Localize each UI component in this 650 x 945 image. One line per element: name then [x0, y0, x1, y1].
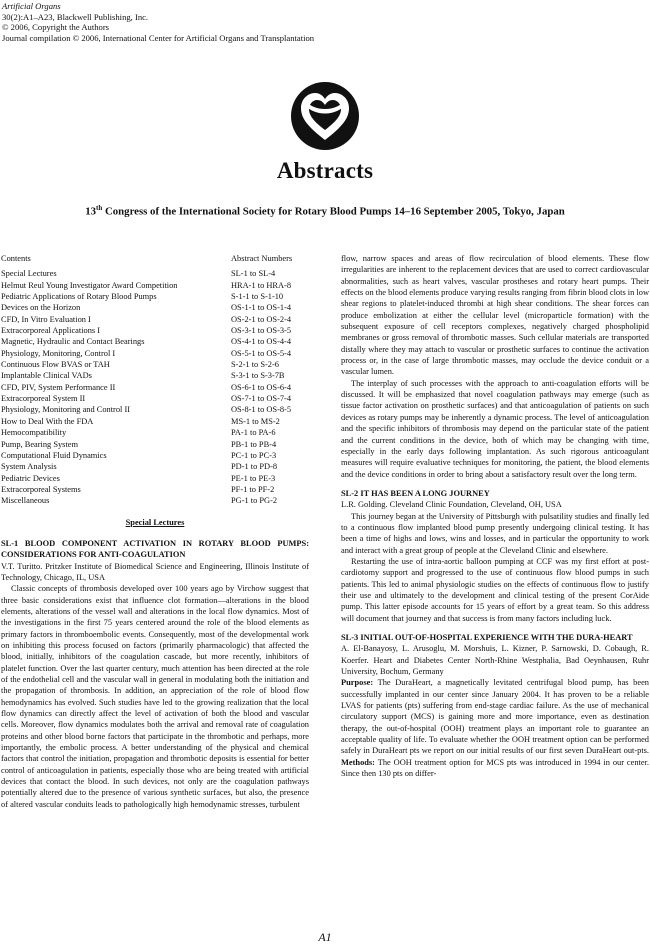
toc-row: [1, 291, 309, 302]
toc-row-numbers: OS-2-1 to OS-2-4: [231, 314, 292, 324]
abstract-title-sl2: SL-2 IT HAS BEEN A LONG JOURNEY: [341, 488, 490, 498]
abstract-body-sl1-p2: The interplay of such processes with the approach to anti-coagulation efforts will be discussed. It will be emphasized that novel coagulation pathways may emerge (such as tissue factor activation on prosthetic surfaces) and that anticoagulation of patients on such devices as rotary pumps may be inherently a dynamic process. The level of anticoagulation and the specific inhibitors of thrombosis may depend on the particular state of the patient and the current conditions in the device, both of which may be changing with time, especially in the early days following implantation. As such rigorous anticoagulant measures will require evaluative techniques for monitoring, the patient, the blood elements and the device conditions in order to bring about a satisfactory result over the long term.: [341, 378, 649, 479]
toc-row: [1, 314, 309, 325]
toc-row: [1, 450, 309, 461]
toc-row-label: Physiology, Monitoring, Control I: [1, 348, 116, 358]
abstract-body-sl2-p2: Restarting the use of intra-aortic balloon pumping at CCF was my first effort at post-cardiotomy support and progressed to the use of continuous flow blood pumps in such patients. This led to animal physiologic studies on the effects of continuous flow to justify their use and ultimately to the development and clinical testing of the present CorAide pump. This latter episode accounts for 15 years of effort by a great team. So this address will document that journey and that success is from many factors including luck.: [341, 556, 649, 623]
toc-row-label: Extracorporeal Applications I: [1, 326, 101, 336]
abstract-body-sl1-p1: Classic concepts of thrombosis developed over 100 years ago by Virchow suggest that three basic considerations exist that influence clot formation—alterations in the blood elements, alterations of the vessel wall and alterations in the local flow dynamics. Most of the investigations in the first 75 years centered around the role of the blood elements as primary factors in thromboembolic events. Consequently, most of the developmental work on inhibiting this process focused on factors (primarily pharmacologic) that affected the blood, initially, inhibitors of the coagulation cascade, but more recently, inhibitors of platelet function. Over the last quarter century, much attention has been directed at the role of the endothelial cell and the vascular wall in general in modulating both the initiation and the propagation of thrombosis. In addition, an appreciation of the role of blood flow hemodynamics has evolved. Such studies have led to the growing realization that the local flow dynamics can directly affect the level of activation of both the blood and vascular cells. Moreover, flow dynamics modulates both the arrival and removal rate of coagulation proteins and other blood borne factors that participate in the thrombotic and perhaps, more importantly, the embolic process. A better understanding of the physical and chemical factors that control the initiation, propagation and thrombotic deposits is essential for better control of anticoagulation in patients, especially those who are being treated with artificial devices that contact the blood. In such devices, not only are the coagulation pathways potentially altered due to the presence of various synthetic surfaces, but also, the presence of altered vascular conduits leads to pathologically high hemodynamic stresses, turbulent: [1, 584, 309, 809]
toc-row-numbers: PD-1 to PD-8: [231, 462, 278, 472]
toc-row-numbers: PA-1 to PA-6: [231, 428, 276, 438]
toc-row-label: How to Deal With the FDA: [1, 416, 94, 426]
toc-row-label: Extracorporeal System II: [1, 394, 86, 404]
toc-row-label: Pediatric Applications of Rotary Blood Pumps: [1, 292, 157, 302]
abstract-authors-sl3: A. El-Banayosy, L. Arusoglu, M. Morshuis, L. Kizner, P. Sarnowski, D. Cobaugh, R. Koerfer. Heart and Diabetes Center North-Rhine Westphalia, Bad Oeynhausen, Ruhr University, Bochum, Germany: [341, 644, 649, 677]
toc-row-numbers: PB-1 to PB-4: [231, 439, 277, 449]
toc-row-numbers: PE-1 to PE-3: [231, 473, 276, 483]
toc-row-numbers: S-3-1 to S-3-7B: [231, 371, 285, 381]
toc-row-numbers: PC-1 to PC-3: [231, 450, 277, 460]
subtitle-prefix: 13: [85, 205, 97, 218]
toc-row-label: Implantable Clinical VADs: [1, 371, 92, 381]
subtitle-rest: Congress of the International Society for Rotary Blood Pumps 14–16 September 2005, Tokyo, Japan: [102, 205, 565, 218]
left-column: [1, 253, 309, 810]
toc-row-numbers: S-2-1 to S-2-6: [231, 360, 279, 370]
toc-row-label: Hemocompatibility: [1, 428, 67, 438]
toc-row-numbers: OS-1-1 to OS-1-4: [231, 303, 292, 313]
toc-row: [1, 280, 309, 291]
toc-row-label: Continuous Flow BVAS or TAH: [1, 360, 110, 370]
toc-row: [1, 484, 309, 495]
congress-subtitle: [0, 204, 650, 218]
toc-row-label: Miscellaneous: [1, 496, 50, 506]
abstract-title-sl1: SL-1 BLOOD COMPONENT ACTIVATION IN ROTARY BLOOD PUMPS: CONSIDERATIONS FOR ANTI-COAGULATION: [1, 538, 309, 560]
toc-row-numbers: OS-3-1 to OS-3-5: [231, 326, 292, 336]
toc-row-label: Special Lectures: [1, 269, 57, 279]
toc-row-numbers: OS-6-1 to OS-6-4: [231, 382, 292, 392]
toc-header-numbers: Abstract Numbers: [231, 254, 293, 263]
subtitle-superscript: th: [96, 204, 103, 212]
toc-header: [1, 253, 309, 264]
toc-row-numbers: PF-1 to PF-2: [231, 484, 275, 494]
toc-row: [1, 370, 309, 381]
section-heading-special-lectures: Special Lectures: [125, 517, 185, 527]
toc-row-numbers: S-1-1 to S-1-10: [231, 292, 284, 302]
toc-row: [1, 382, 309, 393]
toc-header-contents: Contents: [1, 254, 31, 263]
page-number: A1: [318, 930, 332, 944]
toc-row-numbers: HRA-1 to HRA-8: [231, 280, 292, 290]
toc-row-numbers: OS-8-1 to OS-8-5: [231, 405, 292, 415]
abstract-title-sl3: SL-3 INITIAL OUT-OF-HOSPITAL EXPERIENCE WITH THE DURA-HEART: [341, 633, 633, 642]
toc-row-numbers: OS-7-1 to OS-7-4: [231, 394, 292, 404]
toc-row: [1, 302, 309, 313]
toc-row-label: System Analysis: [1, 462, 57, 472]
toc-row-label: Magnetic, Hydraulic and Contact Bearings: [1, 337, 145, 347]
journal-name: Artificial Organs: [2, 1, 61, 11]
copyright-line: © 2006, Copyright the Authors: [2, 22, 110, 33]
toc-row: [1, 336, 309, 347]
toc-row: [1, 473, 309, 484]
toc-row: [1, 268, 309, 279]
toc-row-label: Extracorporeal Systems: [1, 484, 81, 494]
toc-row-numbers: MS-1 to MS-2: [231, 416, 280, 426]
toc-list: [1, 268, 309, 506]
toc-row-label: Pump, Bearing System: [1, 439, 79, 449]
toc-row: [1, 461, 309, 472]
right-column: [341, 253, 649, 779]
purpose-label: Purpose:: [341, 678, 374, 688]
toc-row: [1, 416, 309, 427]
abstract-body-sl3: [341, 677, 649, 779]
toc-row-label: Computational Fluid Dynamics: [1, 450, 107, 460]
toc-row: [1, 325, 309, 336]
journal-header: [2, 1, 314, 43]
toc-row: [1, 439, 309, 450]
toc-row-label: CFD, PIV, System Performance II: [1, 382, 116, 392]
toc-row: [1, 393, 309, 404]
compilation-line: Journal compilation © 2006, International Center for Artificial Organs and Transplantation: [2, 32, 315, 43]
toc-row: [1, 404, 309, 415]
toc-row-numbers: OS-5-1 to OS-5-4: [231, 348, 292, 358]
toc-row-label: Pediatric Devices: [1, 473, 60, 483]
methods-label: Methods:: [341, 757, 375, 767]
toc-row-label: Physiology, Monitoring and Control II: [1, 405, 131, 415]
abstract-authors-sl2: L.R. Golding. Cleveland Clinic Foundation, Cleveland, OH, USA: [341, 500, 562, 510]
toc-row-numbers: OS-4-1 to OS-4-4: [231, 337, 292, 347]
toc-row: [1, 348, 309, 359]
heart-ring-logo-icon: [289, 80, 361, 152]
abstract-body-sl1-p1-cont: flow, narrow spaces and areas of flow recirculation of blood elements. These flow irregularities are inherent to the replacement devices that are used to correct cardiovascular abnormalities, such as heart valves, vascular prostheses and rotary heart pumps. Their effects on the blood elements produce varying results ranging from fibrin blood clots in low shear regions to platelet-induced thrombi at high shear conditions. The shear forces can produce embolization at either the cellular level (microparticle formation) with the subsequent exposure of cell receptors complexes, negatively charged phospholipid membranes or gross removal of thrombotic masses. Such cellular materials are transported distally where they may attach to vascular or prosthetic surfaces to continue the activation process or, in the case of large thrombotic masses, may occlude the device conduit or a vascular lumen.: [341, 254, 649, 377]
journal-citation: 30(2):A1–A23, Blackwell Publishing, Inc.: [2, 11, 149, 22]
toc-row-label: Devices on the Horizon: [1, 303, 81, 313]
toc-row-label: CFD, In Vitro Evaluation I: [1, 314, 91, 324]
toc-row: [1, 427, 309, 438]
toc-row-label: Helmut Reul Young Investigator Award Competition: [1, 280, 178, 290]
toc-row-numbers: PG-1 to PG-2: [231, 496, 278, 506]
toc-row-numbers: SL-1 to SL-4: [231, 269, 276, 279]
toc-row: [1, 495, 309, 506]
methods-text: The OOH treatment option for MCS pts was introduced in 1994 in our center. Since then 130 pts on differ-: [341, 757, 649, 779]
abstract-body-sl2-p1: This journey began at the University of Pittsburgh with pulsatility studies and finally led to a continuous flow implanted blood pump presently undergoing clinical testing. It has been a time of highs and lows, wins and losses, and in particular the opportunity to work and interact with a great group of people at the Cleveland Clinic and elsewhere.: [341, 511, 649, 555]
toc-row: [1, 359, 309, 370]
purpose-text: The DuraHeart, a magnetically levitated centrifugal blood pump, has been successfully implanted in our center since January 2004. It has proven to be a reliable LVAS for patients (pts) suffering from end-stage cardiac failure. As the use of mechanical circulatory support (MCS) is gaining more and more importance, even as destination therapy, the out-of-hospital (OOH) treatment plays an important role to guarantee an acceptable quality of life. To evaluate whether the OOH treatment option can be performed safely in DuraHeart pts we report on our initial results of our first seven DuraHeart out-pts.: [341, 678, 649, 756]
abstract-authors-sl1: V.T. Turitto. Pritzker Institute of Biomedical Science and Engineering, Illinois Institute of Technology, Chicago, IL, USA: [1, 561, 309, 582]
page-title: Abstracts: [276, 158, 374, 183]
